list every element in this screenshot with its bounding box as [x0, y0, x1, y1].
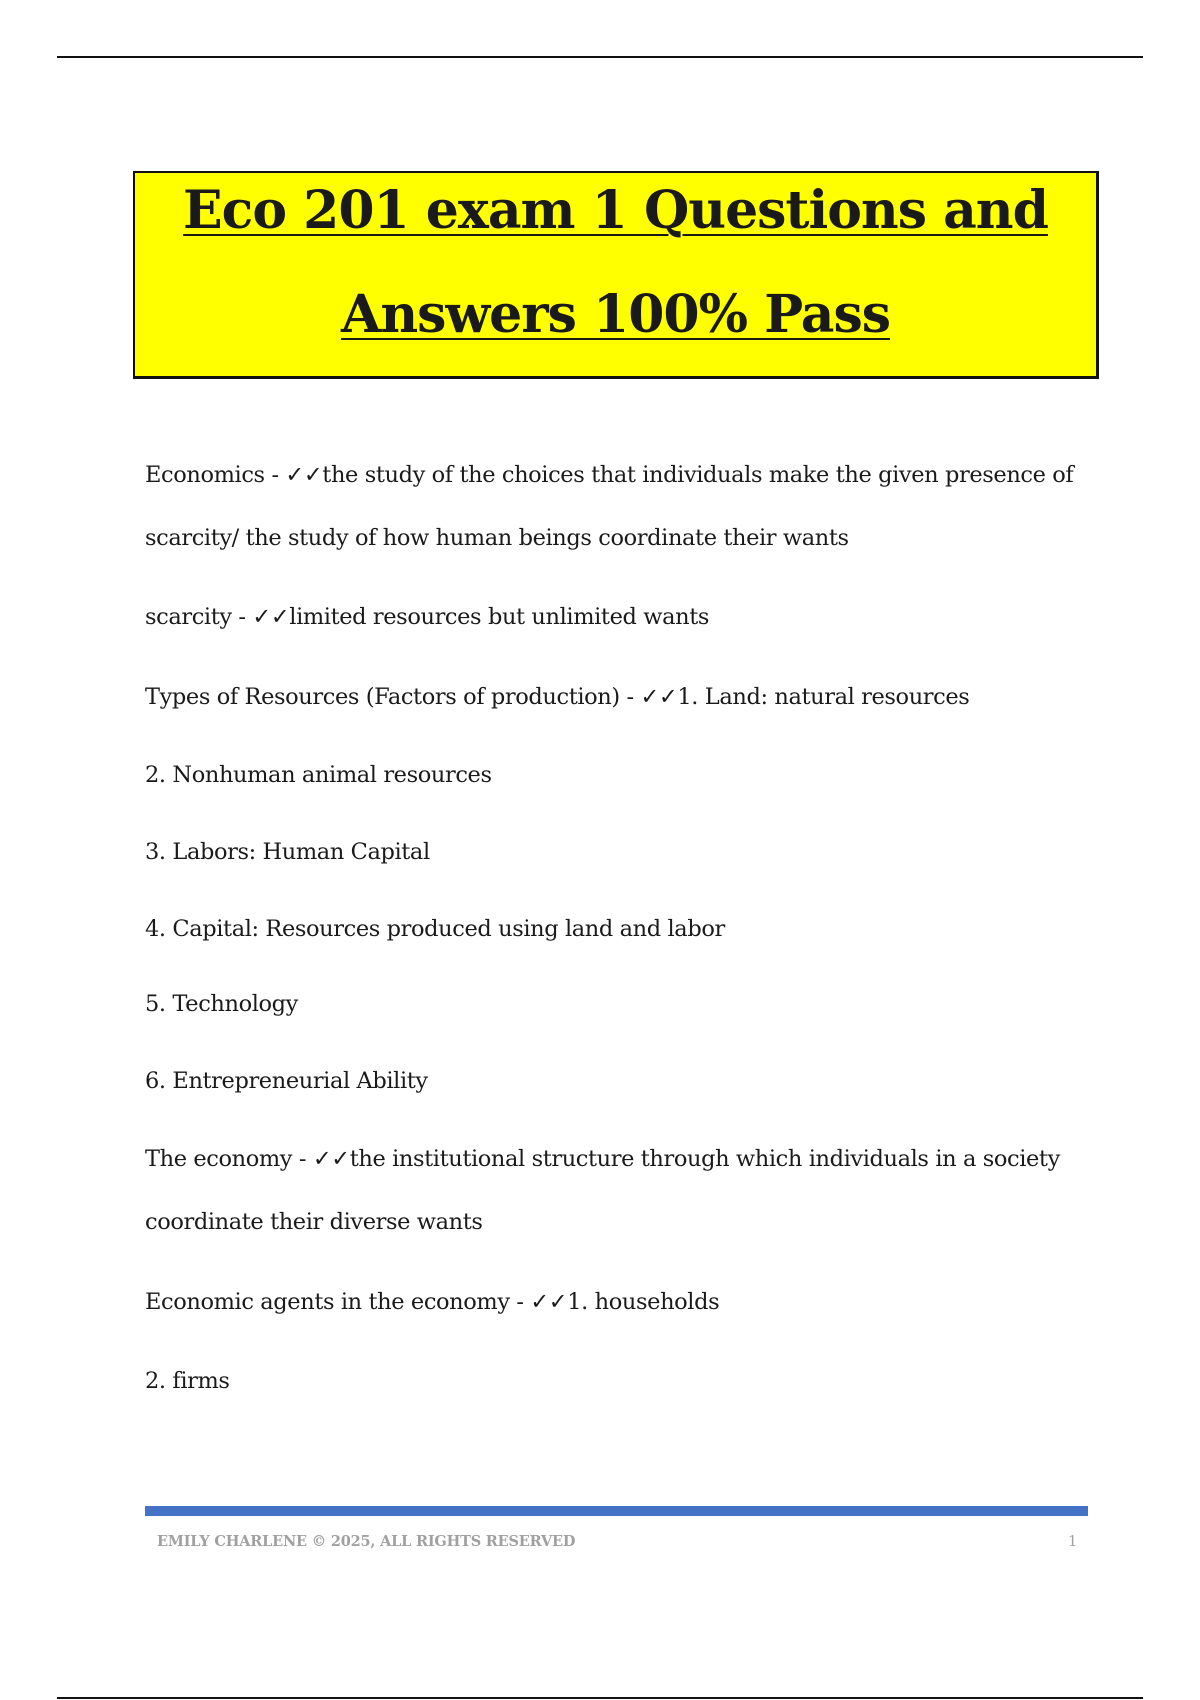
footer-page-number: 1 — [1068, 1534, 1078, 1550]
economy-definition-line-1: The economy - ✓✓the institutional structure through which individuals in a society — [145, 1146, 1060, 1172]
resource-types-item-3: 3. Labors: Human Capital — [145, 839, 430, 865]
title-line-2 — [135, 284, 1096, 345]
top-rule — [57, 56, 1143, 58]
resource-types-item-5: 5. Technology — [145, 991, 298, 1017]
economics-definition-line-2: scarcity/ the study of how human beings coordinate their wants — [145, 525, 849, 551]
scarcity-definition: scarcity - ✓✓limited resources but unlimited wants — [145, 604, 710, 630]
economic-agents-item-2: 2. firms — [145, 1368, 230, 1394]
resource-types-item-1: Types of Resources (Factors of production) - ✓✓1. Land: natural resources — [145, 684, 970, 710]
title-line-1-text: Eco 201 exam 1 Questions and — [183, 180, 1048, 241]
resource-types-item-6: 6. Entrepreneurial Ability — [145, 1068, 428, 1094]
title-box — [133, 171, 1099, 379]
title-line-1 — [135, 180, 1096, 241]
footer-copyright: EMILY CHARLENE © 2025, ALL RIGHTS RESERVED — [157, 1533, 576, 1550]
bottom-rule — [57, 1697, 1143, 1699]
economy-definition-line-2: coordinate their diverse wants — [145, 1209, 483, 1235]
title-line-2-text: Answers 100% Pass — [340, 284, 891, 345]
resource-types-item-2: 2. Nonhuman animal resources — [145, 762, 492, 788]
economics-definition-line-1: Economics - ✓✓the study of the choices that individuals make the given presence of — [145, 462, 1074, 488]
resource-types-item-4: 4. Capital: Resources produced using land and labor — [145, 916, 725, 942]
economic-agents-item-1: Economic agents in the economy - ✓✓1. households — [145, 1289, 720, 1315]
footer-bar — [145, 1506, 1088, 1516]
